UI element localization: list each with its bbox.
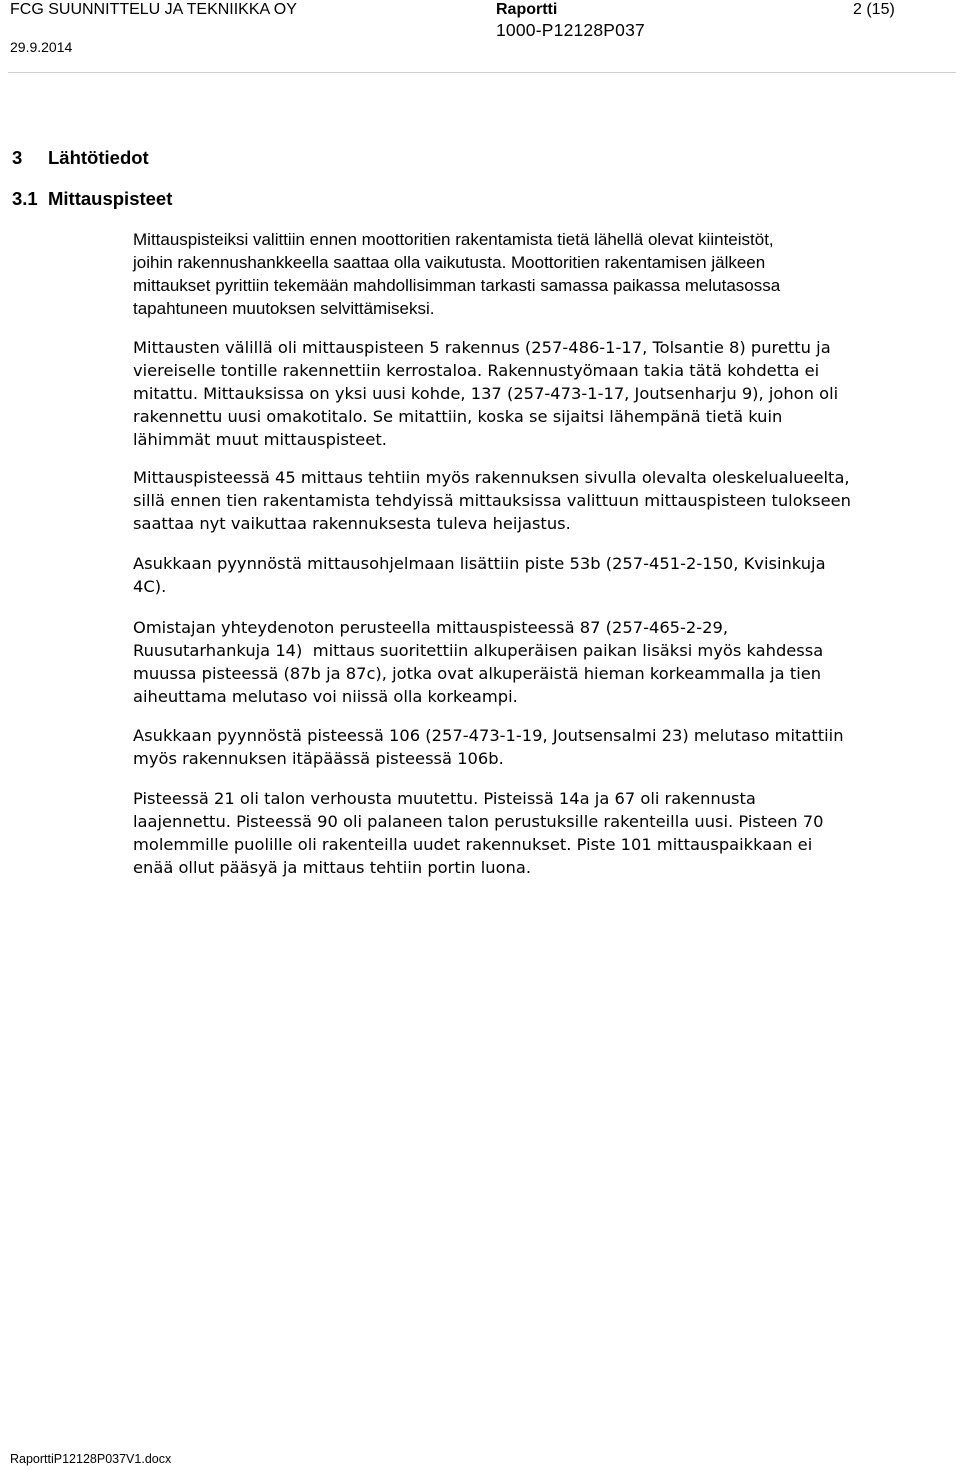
document-type: Raportti	[496, 1, 558, 18]
company-name: FCG SUUNNITTELU JA TEKNIIKKA OY	[10, 1, 297, 18]
section-title: Lähtötiedot	[48, 147, 149, 168]
page-number: 2 (15)	[853, 1, 895, 18]
paragraph-7: Pisteessä 21 oli talon verhousta muutettu. Pisteissä 14a ja 67 oli rakennusta laajennettu. Pisteessä 90 oli palaneen talon perustuksille rakenteilla uusi. Pisteen 70 molemmille puolille oli rakenteilla uudet rakennukset. Piste 101 mittauspaikkaan ei enää ollut pääsyä ja mittaus tehtiin portin luona.	[133, 789, 824, 877]
paragraph-2: Mittausten välillä oli mittauspisteen 5 rakennus (257-486-1-17, Tolsantie 8) purettu ja viereiselle tontille rakennettiin kerrostaloa. Rakennustyömaan takia tätä kohdetta ei mitattu. Mittauksissa on yksi uusi kohde, 137 (257-473-1-17, Joutsenharju 9), johon oli rakennettu uusi omakotitalo. Se mitattiin, koska se sijaitsi lähempänä tietä kuin lähimmät muut mittauspisteet.	[133, 338, 839, 449]
paragraph-5: Omistajan yhteydenoton perusteella mittauspisteessä 87 (257-465-2-29, Ruusutarhankuja 14) mittaus suoritettiin alkuperäisen paikan lisäksi myös kahdessa muussa pisteessä (87b ja 87c), jotka ovat alkuperäistä hieman korkeammalla ja tien aiheuttama melutaso voi niissä olla korkeampi.	[133, 618, 824, 706]
section-number: 3	[12, 147, 23, 168]
document-number: 1000-P12128P037	[496, 20, 645, 40]
subsection-heading	[12, 188, 172, 210]
paragraph-4: Asukkaan pyynnöstä mittausohjelmaan lisättiin piste 53b (257-451-2-150, Kvisinkuja 4C).	[133, 554, 826, 596]
section-heading	[12, 147, 149, 169]
paragraph-1: Mittauspisteiksi valittiin ennen moottoritien rakentamista tietä lähellä olevat kiinteistöt, joihin rakennushankkeella saattaa olla vaikutusta. Moottoritien rakentamisen jälkeen mittaukset pyrittiin tekemään mahdollisimman tarkasti samassa paikassa melutasossa tapahtuneen muutoksen selvittämiseksi.	[133, 230, 781, 318]
report-date: 29.9.2014	[10, 39, 73, 55]
paragraph-6: Asukkaan pyynnöstä pisteessä 106 (257-473-1-19, Joutsensalmi 23) melutaso mitattiin myös rakennuksen itäpäässä pisteessä 106b.	[133, 726, 844, 768]
subsection-title: Mittauspisteet	[48, 188, 173, 209]
header-divider	[8, 72, 956, 73]
subsection-number: 3.1	[12, 188, 38, 209]
footer-filename: RaporttiP12128P037V1.docx	[10, 1452, 172, 1466]
paragraph-3: Mittauspisteessä 45 mittaus tehtiin myös rakennuksen sivulla olevalta oleskelualueelta, sillä ennen tien rakentamista tehdyissä mittauksissa valittuun mittauspisteen tulokseen saattaa nyt vaikuttaa rakennuksesta tuleva heijastus.	[133, 468, 851, 533]
